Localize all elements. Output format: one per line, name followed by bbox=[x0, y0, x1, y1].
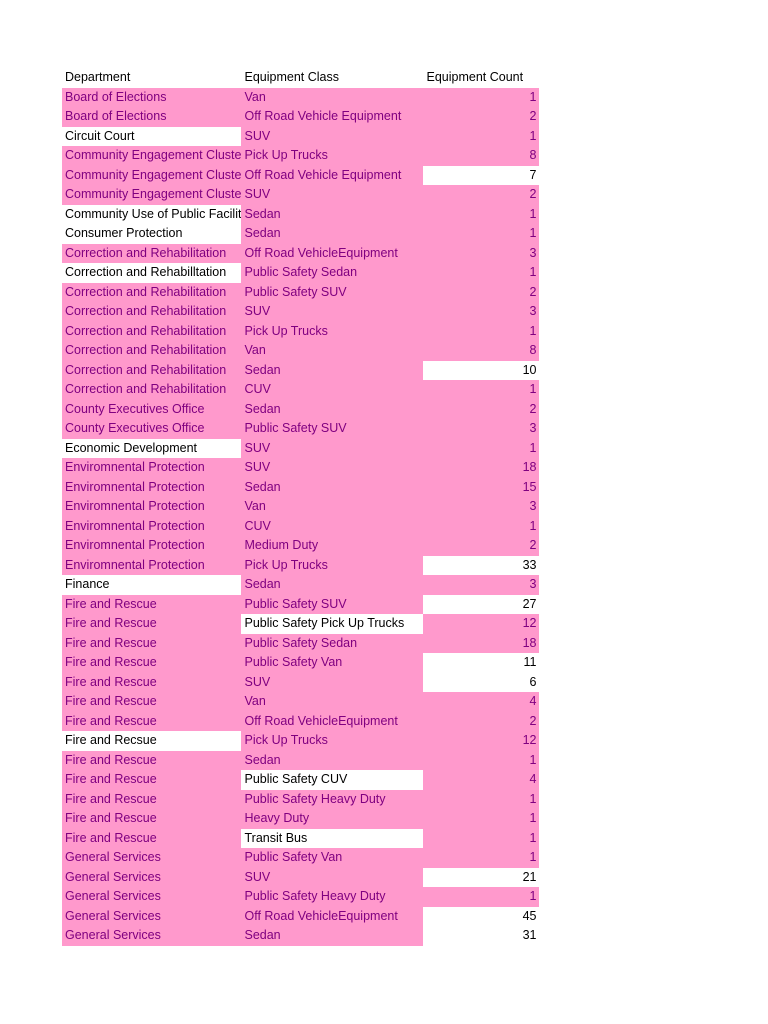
header-equipment-class[interactable]: Equipment Class bbox=[241, 68, 423, 88]
table-row bbox=[62, 478, 539, 498]
equipment-count-cell[interactable]: 18 bbox=[423, 458, 539, 478]
equipment-class-cell[interactable]: Pick Up Trucks bbox=[241, 731, 423, 751]
equipment-class-cell[interactable]: Van bbox=[241, 692, 423, 712]
table-row bbox=[62, 712, 539, 732]
table-row bbox=[62, 673, 539, 693]
department-cell[interactable]: Fire and Rescue bbox=[62, 614, 241, 634]
equipment-class-cell[interactable]: Sedan bbox=[241, 926, 423, 946]
table-row bbox=[62, 595, 539, 615]
department-cell[interactable]: Circuit Court bbox=[62, 127, 241, 147]
equipment-class-cell[interactable]: SUV bbox=[241, 868, 423, 888]
table-row bbox=[62, 88, 539, 108]
equipment-count-cell[interactable]: 6 bbox=[423, 673, 539, 693]
department-cell[interactable]: Community Use of Public Facilit bbox=[62, 205, 241, 225]
equipment-count-cell[interactable]: 1 bbox=[423, 263, 539, 283]
department-cell[interactable]: Community Engagement Cluste bbox=[62, 185, 241, 205]
equipment-class-cell[interactable]: Public Safety CUV bbox=[241, 770, 423, 790]
equipment-count-cell[interactable]: 1 bbox=[423, 88, 539, 108]
equipment-count-cell[interactable]: 1 bbox=[423, 224, 539, 244]
equipment-count-cell[interactable]: 1 bbox=[423, 517, 539, 537]
equipment-count-cell[interactable]: 3 bbox=[423, 497, 539, 517]
equipment-count-cell[interactable]: 15 bbox=[423, 478, 539, 498]
equipment-class-cell[interactable]: Sedan bbox=[241, 478, 423, 498]
equipment-count-cell[interactable]: 2 bbox=[423, 536, 539, 556]
equipment-class-cell[interactable]: Off Road VehicleEquipment bbox=[241, 244, 423, 264]
equipment-count-cell[interactable]: 4 bbox=[423, 692, 539, 712]
table-row bbox=[62, 536, 539, 556]
equipment-count-cell[interactable]: 2 bbox=[423, 283, 539, 303]
equipment-count-cell[interactable]: 1 bbox=[423, 751, 539, 771]
equipment-class-cell[interactable]: Public Safety Heavy Duty bbox=[241, 790, 423, 810]
department-cell[interactable]: Fire and Rescue bbox=[62, 673, 241, 693]
table-row bbox=[62, 653, 539, 673]
table-row bbox=[62, 244, 539, 264]
equipment-count-cell[interactable]: 3 bbox=[423, 419, 539, 439]
equipment-count-cell[interactable]: 1 bbox=[423, 205, 539, 225]
table-row bbox=[62, 692, 539, 712]
department-cell[interactable]: Fire and Rescue bbox=[62, 829, 241, 849]
department-cell[interactable]: Enviromnental Protection bbox=[62, 517, 241, 537]
equipment-table bbox=[62, 68, 539, 946]
equipment-class-cell[interactable]: Public Safety Sedan bbox=[241, 263, 423, 283]
equipment-count-cell[interactable]: 1 bbox=[423, 439, 539, 459]
table-row bbox=[62, 517, 539, 537]
department-cell[interactable]: Correction and Rehabilitation bbox=[62, 380, 241, 400]
table-row bbox=[62, 127, 539, 147]
equipment-class-cell[interactable]: SUV bbox=[241, 458, 423, 478]
equipment-class-cell[interactable]: Public Safety Pick Up Trucks bbox=[241, 614, 423, 634]
department-cell[interactable]: Fire and Recsue bbox=[62, 731, 241, 751]
equipment-class-cell[interactable]: Sedan bbox=[241, 400, 423, 420]
department-cell[interactable]: Board of Elections bbox=[62, 107, 241, 127]
department-cell[interactable]: General Services bbox=[62, 926, 241, 946]
department-cell[interactable]: Fire and Rescue bbox=[62, 770, 241, 790]
equipment-count-cell[interactable]: 12 bbox=[423, 614, 539, 634]
table-row bbox=[62, 341, 539, 361]
table-row bbox=[62, 361, 539, 381]
equipment-count-cell[interactable]: 33 bbox=[423, 556, 539, 576]
equipment-class-cell[interactable]: Public Safety Van bbox=[241, 653, 423, 673]
equipment-count-cell[interactable]: 10 bbox=[423, 361, 539, 381]
equipment-class-cell[interactable]: CUV bbox=[241, 517, 423, 537]
table-row bbox=[62, 770, 539, 790]
equipment-count-cell[interactable]: 2 bbox=[423, 712, 539, 732]
equipment-count-cell[interactable]: 3 bbox=[423, 575, 539, 595]
equipment-class-cell[interactable]: Pick Up Trucks bbox=[241, 556, 423, 576]
table-row bbox=[62, 224, 539, 244]
table-row bbox=[62, 146, 539, 166]
table-row bbox=[62, 809, 539, 829]
equipment-class-cell[interactable]: Off Road VehicleEquipment bbox=[241, 907, 423, 927]
table-row bbox=[62, 497, 539, 517]
table-row bbox=[62, 322, 539, 342]
table-row bbox=[62, 283, 539, 303]
equipment-class-cell[interactable]: Public Safety Heavy Duty bbox=[241, 887, 423, 907]
equipment-count-cell[interactable]: 45 bbox=[423, 907, 539, 927]
equipment-class-cell[interactable]: SUV bbox=[241, 302, 423, 322]
table-row bbox=[62, 926, 539, 946]
equipment-class-cell[interactable]: Van bbox=[241, 88, 423, 108]
equipment-class-cell[interactable]: Off Road Vehicle Equipment bbox=[241, 166, 423, 186]
table-row bbox=[62, 790, 539, 810]
table-row bbox=[62, 458, 539, 478]
equipment-class-cell[interactable]: Off Road VehicleEquipment bbox=[241, 712, 423, 732]
equipment-class-cell[interactable]: Sedan bbox=[241, 205, 423, 225]
equipment-class-cell[interactable]: Sedan bbox=[241, 224, 423, 244]
equipment-class-cell[interactable]: Sedan bbox=[241, 751, 423, 771]
table-row bbox=[62, 848, 539, 868]
table-row bbox=[62, 731, 539, 751]
department-cell[interactable]: Correction and Rehabilitation bbox=[62, 283, 241, 303]
equipment-count-cell[interactable]: 1 bbox=[423, 887, 539, 907]
equipment-class-cell[interactable]: Sedan bbox=[241, 575, 423, 595]
equipment-count-cell[interactable]: 1 bbox=[423, 127, 539, 147]
equipment-class-cell[interactable]: Medium Duty bbox=[241, 536, 423, 556]
equipment-count-cell[interactable]: 1 bbox=[423, 380, 539, 400]
department-cell[interactable]: Enviromnental Protection bbox=[62, 536, 241, 556]
department-cell[interactable]: Enviromnental Protection bbox=[62, 478, 241, 498]
table-row bbox=[62, 907, 539, 927]
table-row bbox=[62, 751, 539, 771]
equipment-count-cell[interactable]: 18 bbox=[423, 634, 539, 654]
header-equipment-count[interactable]: Equipment Count bbox=[423, 68, 539, 88]
equipment-class-cell[interactable]: Public Safety SUV bbox=[241, 595, 423, 615]
table-row bbox=[62, 868, 539, 888]
equipment-class-cell[interactable]: Transit Bus bbox=[241, 829, 423, 849]
department-cell[interactable]: Fire and Rescue bbox=[62, 634, 241, 654]
equipment-count-cell[interactable]: 1 bbox=[423, 829, 539, 849]
equipment-class-cell[interactable]: Van bbox=[241, 497, 423, 517]
equipment-count-cell[interactable]: 8 bbox=[423, 341, 539, 361]
department-cell[interactable]: Enviromnental Protection bbox=[62, 556, 241, 576]
department-cell[interactable]: Community Engagement Cluste bbox=[62, 146, 241, 166]
equipment-class-cell[interactable]: SUV bbox=[241, 673, 423, 693]
equipment-class-cell[interactable]: Off Road Vehicle Equipment bbox=[241, 107, 423, 127]
department-cell[interactable]: Fire and Rescue bbox=[62, 692, 241, 712]
table-row bbox=[62, 634, 539, 654]
equipment-class-cell[interactable]: Heavy Duty bbox=[241, 809, 423, 829]
department-cell[interactable]: Fire and Rescue bbox=[62, 595, 241, 615]
header-row bbox=[62, 68, 539, 88]
equipment-count-cell[interactable]: 1 bbox=[423, 790, 539, 810]
table-row bbox=[62, 205, 539, 225]
equipment-class-cell[interactable]: SUV bbox=[241, 185, 423, 205]
equipment-class-cell[interactable]: Public Safety Van bbox=[241, 848, 423, 868]
equipment-class-cell[interactable]: Pick Up Trucks bbox=[241, 146, 423, 166]
equipment-count-cell[interactable]: 2 bbox=[423, 400, 539, 420]
table-row bbox=[62, 829, 539, 849]
department-cell[interactable]: Correction and Rehabilitation bbox=[62, 322, 241, 342]
table-body bbox=[62, 88, 539, 946]
department-cell[interactable]: County Executives Office bbox=[62, 419, 241, 439]
equipment-class-cell[interactable]: Public Safety SUV bbox=[241, 283, 423, 303]
table-row bbox=[62, 575, 539, 595]
equipment-count-cell[interactable]: 12 bbox=[423, 731, 539, 751]
department-cell[interactable]: Community Engagement Cluste bbox=[62, 166, 241, 186]
equipment-count-cell[interactable]: 21 bbox=[423, 868, 539, 888]
department-cell[interactable]: Fire and Rescue bbox=[62, 712, 241, 732]
table-row bbox=[62, 263, 539, 283]
table-row bbox=[62, 185, 539, 205]
department-cell[interactable]: Correction and Rehabilitation bbox=[62, 361, 241, 381]
department-cell[interactable]: Enviromnental Protection bbox=[62, 458, 241, 478]
department-cell[interactable]: Fire and Rescue bbox=[62, 809, 241, 829]
equipment-class-cell[interactable]: Public Safety SUV bbox=[241, 419, 423, 439]
equipment-class-cell[interactable]: CUV bbox=[241, 380, 423, 400]
equipment-count-cell[interactable]: 3 bbox=[423, 244, 539, 264]
department-cell[interactable]: General Services bbox=[62, 848, 241, 868]
department-cell[interactable]: Correction and Rehabilltation bbox=[62, 263, 241, 283]
equipment-class-cell[interactable]: SUV bbox=[241, 127, 423, 147]
equipment-count-cell[interactable]: 8 bbox=[423, 146, 539, 166]
department-cell[interactable]: General Services bbox=[62, 907, 241, 927]
equipment-count-cell[interactable]: 3 bbox=[423, 302, 539, 322]
table-row bbox=[62, 302, 539, 322]
equipment-count-cell[interactable]: 4 bbox=[423, 770, 539, 790]
department-cell[interactable]: General Services bbox=[62, 868, 241, 888]
equipment-count-cell[interactable]: 2 bbox=[423, 107, 539, 127]
table-row bbox=[62, 166, 539, 186]
table-row bbox=[62, 400, 539, 420]
equipment-count-cell[interactable]: 1 bbox=[423, 322, 539, 342]
table-row bbox=[62, 419, 539, 439]
equipment-count-cell[interactable]: 1 bbox=[423, 848, 539, 868]
department-cell[interactable]: Fire and Rescue bbox=[62, 751, 241, 771]
department-cell[interactable]: General Services bbox=[62, 887, 241, 907]
equipment-count-cell[interactable]: 7 bbox=[423, 166, 539, 186]
department-cell[interactable]: Correction and Rehabilitation bbox=[62, 341, 241, 361]
department-cell[interactable]: Enviromnental Protection bbox=[62, 497, 241, 517]
table-row bbox=[62, 107, 539, 127]
table-row bbox=[62, 887, 539, 907]
department-cell[interactable]: Fire and Rescue bbox=[62, 653, 241, 673]
equipment-count-cell[interactable]: 31 bbox=[423, 926, 539, 946]
equipment-class-cell[interactable]: Sedan bbox=[241, 361, 423, 381]
table-row bbox=[62, 439, 539, 459]
table-row bbox=[62, 556, 539, 576]
department-cell[interactable]: Consumer Protection bbox=[62, 224, 241, 244]
equipment-class-cell[interactable]: Pick Up Trucks bbox=[241, 322, 423, 342]
equipment-count-cell[interactable]: 1 bbox=[423, 809, 539, 829]
department-cell[interactable]: Economic Development bbox=[62, 439, 241, 459]
header-department[interactable]: Department bbox=[62, 68, 241, 88]
department-cell[interactable]: Finance bbox=[62, 575, 241, 595]
equipment-count-cell[interactable]: 2 bbox=[423, 185, 539, 205]
table-row bbox=[62, 380, 539, 400]
department-cell[interactable]: Correction and Rehabilitation bbox=[62, 302, 241, 322]
department-cell[interactable]: Correction and Rehabilitation bbox=[62, 244, 241, 264]
department-cell[interactable]: Board of Elections bbox=[62, 88, 241, 108]
equipment-class-cell[interactable]: Van bbox=[241, 341, 423, 361]
equipment-class-cell[interactable]: Public Safety Sedan bbox=[241, 634, 423, 654]
equipment-count-cell[interactable]: 11 bbox=[423, 653, 539, 673]
table-row bbox=[62, 614, 539, 634]
department-cell[interactable]: Fire and Rescue bbox=[62, 790, 241, 810]
equipment-class-cell[interactable]: SUV bbox=[241, 439, 423, 459]
equipment-count-cell[interactable]: 27 bbox=[423, 595, 539, 615]
department-cell[interactable]: County Executives Office bbox=[62, 400, 241, 420]
